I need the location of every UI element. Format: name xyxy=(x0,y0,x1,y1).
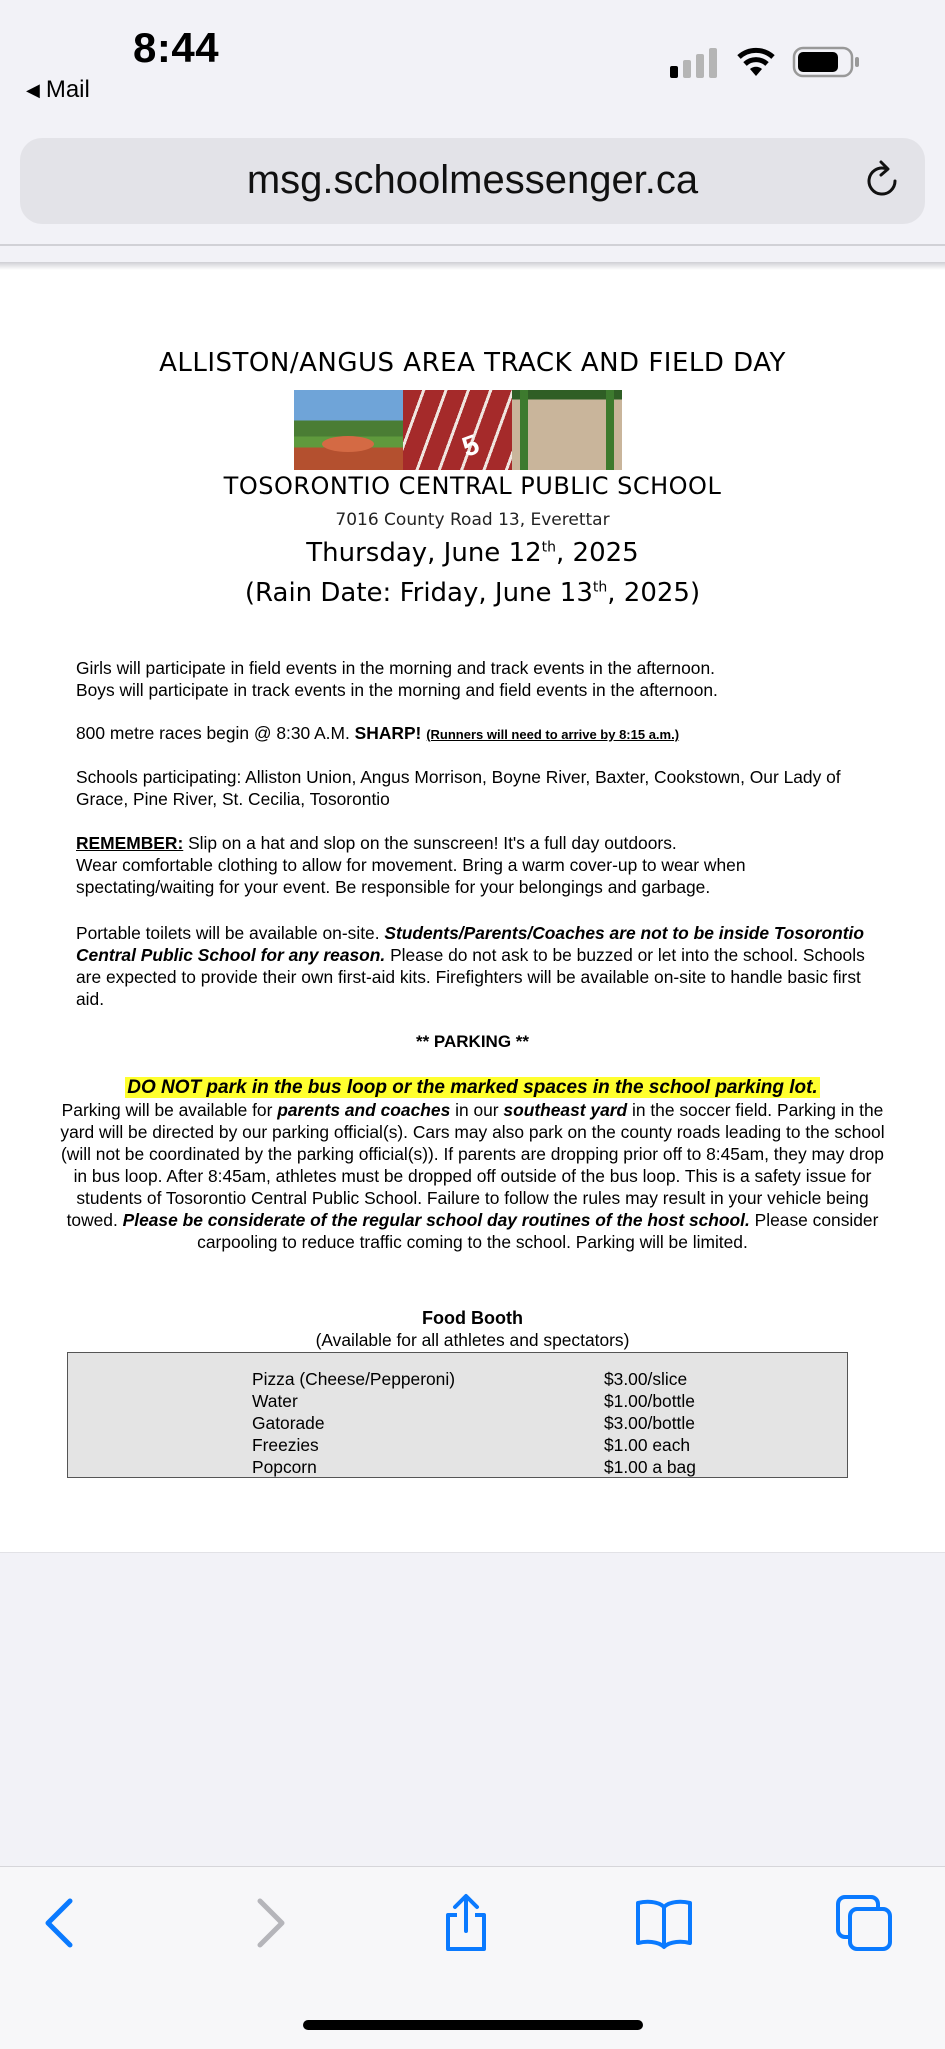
girls-line: Girls will participate in field events in the morning and track events in the afternoon. xyxy=(76,658,715,678)
arrival-note: (Runners will need to arrive by 8:15 a.m.) xyxy=(426,727,680,742)
remember-paragraph xyxy=(76,832,871,898)
boys-line: Boys will participate in track events in the morning and field events in the afternoon. xyxy=(76,680,718,700)
cellular-signal-icon xyxy=(668,46,720,78)
toilets-a: Portable toilets will be available on-site. xyxy=(76,923,385,943)
bookmarks-icon[interactable] xyxy=(634,1893,694,1953)
battery-icon xyxy=(792,46,862,78)
school-name: TOSORONTIO CENTRAL PUBLIC SCHOOL xyxy=(223,472,722,500)
parking-e: in the soccer field. Parking in the yard will be directed by our parking official(s). Cars may also park on the county roads leading to the school (will not be coordinated by the parking official(s)). If parents are dropping prior off to 8:45am, they may drop in bus loop. After 8:45am, athletes must be dropped off outside of the bus loop. This is a safety issue for students of Tosorontio Central Public School. Failure to follow the rules may result in your vehicle being towed. xyxy=(60,1100,885,1230)
food-price: $1.00 a bag xyxy=(604,1457,696,1477)
sand-pit-image xyxy=(512,390,622,470)
event-date-sup: th xyxy=(541,539,557,556)
food-price: $1.00/bottle xyxy=(604,1391,695,1411)
status-bar xyxy=(0,0,945,120)
remember-rest: Wear comfortable clothing to allow for movement. Bring a warm cover-up to wear when spectating/waiting for your event. Be responsible for your belongings and garbage. xyxy=(76,855,746,897)
food-price-table xyxy=(67,1352,848,1478)
toilets-b: Students/Parents/Coaches are not to be inside Tosorontio Central Public School for any reason. xyxy=(76,923,864,965)
sharp-text: SHARP! xyxy=(354,723,422,743)
remember-line1: Slip on a hat and slop on the sunscreen! It's a full day outdoors. xyxy=(183,833,677,853)
remember-label: REMEMBER: xyxy=(76,833,184,853)
status-time: 8:44 xyxy=(133,24,220,71)
flyer-title: ALLISTON/ANGUS AREA TRACK AND FIELD DAY xyxy=(159,348,786,378)
food-item: Gatorade xyxy=(252,1413,325,1433)
reload-icon[interactable] xyxy=(859,158,905,204)
list-item xyxy=(68,1369,849,1391)
baseball-field-image xyxy=(294,390,403,470)
event-date-year: , 2025 xyxy=(556,538,639,568)
event-date xyxy=(0,538,945,568)
schools-paragraph: Schools participating: Alliston Union, Angus Morrison, Boyne River, Baxter, Cookstown, Our Lady of Grace, Pine River, St. Cecilia, Tosorontio xyxy=(76,767,841,809)
forward-arrow-icon[interactable] xyxy=(238,1893,298,1953)
food-item: Pizza (Cheese/Pepperoni) xyxy=(252,1369,455,1389)
parking-heading: ** PARKING ** xyxy=(415,1032,530,1051)
back-to-mail-button[interactable] xyxy=(26,76,90,104)
parking-paragraph xyxy=(60,1076,885,1253)
school-address: 7016 County Road 13, Everettar xyxy=(335,510,610,530)
events-paragraph xyxy=(76,657,871,701)
parking-c: in our xyxy=(450,1100,504,1120)
food-price: $3.00/bottle xyxy=(604,1413,695,1433)
race-time-text: 800 metre races begin @ 8:30 A.M. xyxy=(76,723,355,743)
food-price: $1.00 each xyxy=(604,1435,691,1455)
rain-date-prefix: (Rain Date: Friday, June 13 xyxy=(244,578,593,608)
food-item: Water xyxy=(252,1391,298,1411)
running-track-image xyxy=(403,390,512,470)
document-page xyxy=(0,262,945,1553)
parking-warning: DO NOT park in the bus loop or the marked spaces in the school parking lot. xyxy=(127,1077,818,1098)
parking-a: Parking will be available for xyxy=(61,1100,278,1120)
food-item: Popcorn xyxy=(252,1457,317,1477)
list-item xyxy=(68,1435,849,1457)
rain-date xyxy=(0,578,945,608)
parking-d: southeast yard xyxy=(503,1100,628,1120)
back-arrow-icon[interactable] xyxy=(32,1893,92,1953)
divider xyxy=(0,244,945,246)
home-indicator[interactable] xyxy=(303,2020,643,2030)
parking-f: Please be considerate of the regular school day routines of the host school. xyxy=(122,1210,750,1230)
tabs-icon[interactable] xyxy=(834,1893,894,1953)
rain-date-sup: th xyxy=(592,579,608,596)
food-item: Freezies xyxy=(252,1435,319,1455)
event-date-main: Thursday, June 12 xyxy=(306,538,542,568)
back-triangle-icon: ◀ xyxy=(26,79,40,100)
toilets-paragraph xyxy=(76,922,871,1010)
food-booth-subheading: (Available for all athletes and spectators) xyxy=(315,1330,630,1350)
back-to-mail-label: Mail xyxy=(45,76,90,103)
food-price: $3.00/slice xyxy=(604,1369,688,1389)
share-icon[interactable] xyxy=(436,1893,496,1953)
sports-image-strip xyxy=(294,390,622,470)
page-shadow xyxy=(0,262,945,270)
list-item xyxy=(68,1413,849,1435)
parking-b: parents and coaches xyxy=(277,1100,451,1120)
wifi-icon xyxy=(735,44,777,78)
race-time-paragraph xyxy=(76,722,871,746)
rain-date-suffix: , 2025) xyxy=(607,578,701,608)
url-text[interactable]: msg.schoolmessenger.ca xyxy=(246,158,699,202)
address-bar[interactable] xyxy=(20,138,925,224)
toilets-c: Please do not ask to be buzzed or let into the school. Schools are expected to provide their own first-aid kits. Firefighters will be available on-site to handle basic first aid. xyxy=(76,945,865,1009)
list-item xyxy=(68,1391,849,1413)
list-item xyxy=(68,1457,849,1479)
food-booth-heading: Food Booth xyxy=(422,1308,523,1328)
parking-g: Please consider carpooling to reduce traffic coming to the school. Parking will be limited. xyxy=(197,1210,879,1252)
